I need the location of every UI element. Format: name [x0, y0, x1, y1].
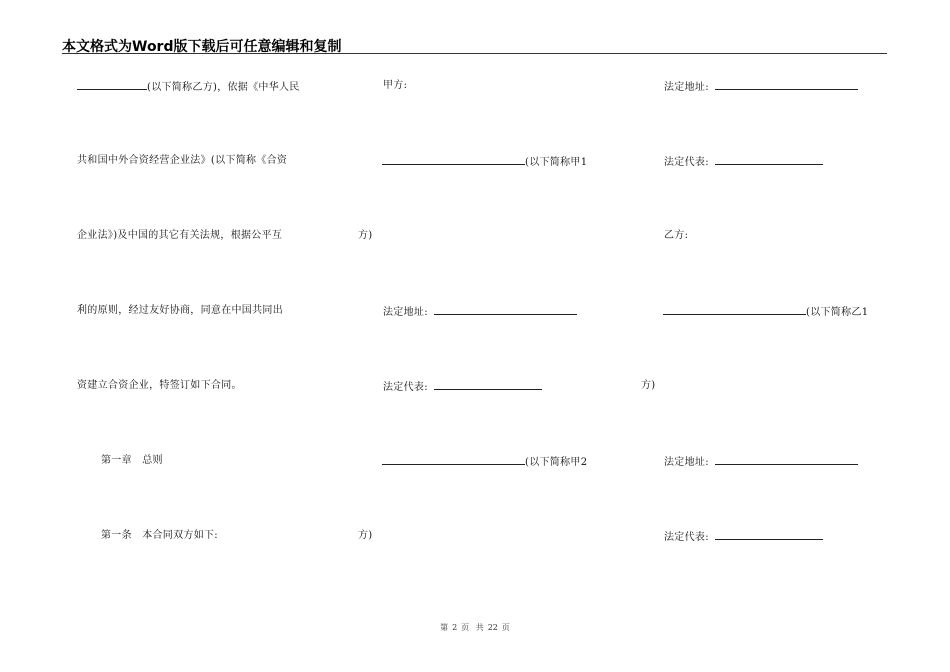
address-label: 法定地址:	[383, 307, 428, 318]
col3-representative-1	[664, 155, 823, 169]
blank-line	[434, 305, 577, 315]
col1-line-1	[77, 80, 300, 94]
blank-line	[382, 455, 525, 465]
blank-line	[715, 455, 858, 465]
address-label: 法定地址:	[664, 82, 709, 93]
col3-address-2	[664, 455, 858, 469]
party-a-label: 甲方:	[383, 80, 408, 91]
footer-page-number: 2	[452, 623, 458, 632]
article-heading: 第一条 本合同双方如下:	[101, 530, 218, 541]
representative-label: 法定代表:	[664, 157, 709, 168]
footer-total-pages: 22	[487, 623, 498, 632]
col3-short-b1-text: (以下简称乙1	[806, 307, 869, 318]
blank-line	[715, 155, 823, 165]
footer-page-unit: 页	[461, 623, 470, 632]
col1-line-4: 利的原则，经过友好协商，同意在中国共同出	[77, 305, 283, 316]
blank-line	[382, 155, 525, 165]
col1-line-2: 共和国中外合资经营企业法》(以下简称《合资	[77, 155, 288, 166]
representative-label: 法定代表:	[664, 532, 709, 543]
header-title: 本文格式为Word版下载后可任意编辑和复制	[62, 39, 342, 55]
address-label: 法定地址:	[664, 457, 709, 468]
footer-total-unit: 页	[501, 623, 510, 632]
col2-short-a2	[382, 455, 587, 469]
col3-short-b1	[663, 305, 868, 319]
blank-line	[715, 530, 823, 540]
col3-address-1	[664, 80, 858, 94]
col1-line-1-text: (以下简称乙方)，依据《中华人民	[147, 82, 300, 93]
party-b-label: 乙方:	[664, 230, 689, 241]
footer-prefix: 第	[440, 623, 449, 632]
header-divider	[62, 53, 887, 54]
representative-label: 法定代表:	[383, 382, 428, 393]
col2-close-a1: 方)	[358, 230, 373, 241]
col1-line-3: 企业法》)及中国的其它有关法规，根据公平互	[77, 230, 283, 241]
col3-representative-2	[664, 530, 823, 544]
blank-line	[434, 380, 542, 390]
col2-short-a1-text: (以下简称甲1	[525, 157, 588, 168]
page-footer	[0, 622, 950, 633]
chapter-heading: 第一章 总则	[101, 455, 163, 466]
col3-close-b1: 方)	[641, 380, 656, 391]
col1-line-5: 资建立合资企业，特签订如下合同。	[77, 380, 242, 391]
col2-address	[383, 305, 577, 319]
col2-representative	[383, 380, 542, 394]
blank-line	[715, 80, 858, 90]
blank-line	[77, 80, 147, 90]
col2-short-a2-text: (以下简称甲2	[525, 457, 588, 468]
col2-short-a1	[382, 155, 587, 169]
blank-line	[663, 305, 806, 315]
footer-total-prefix: 共	[475, 623, 484, 632]
col2-close-a2: 方)	[358, 530, 373, 541]
